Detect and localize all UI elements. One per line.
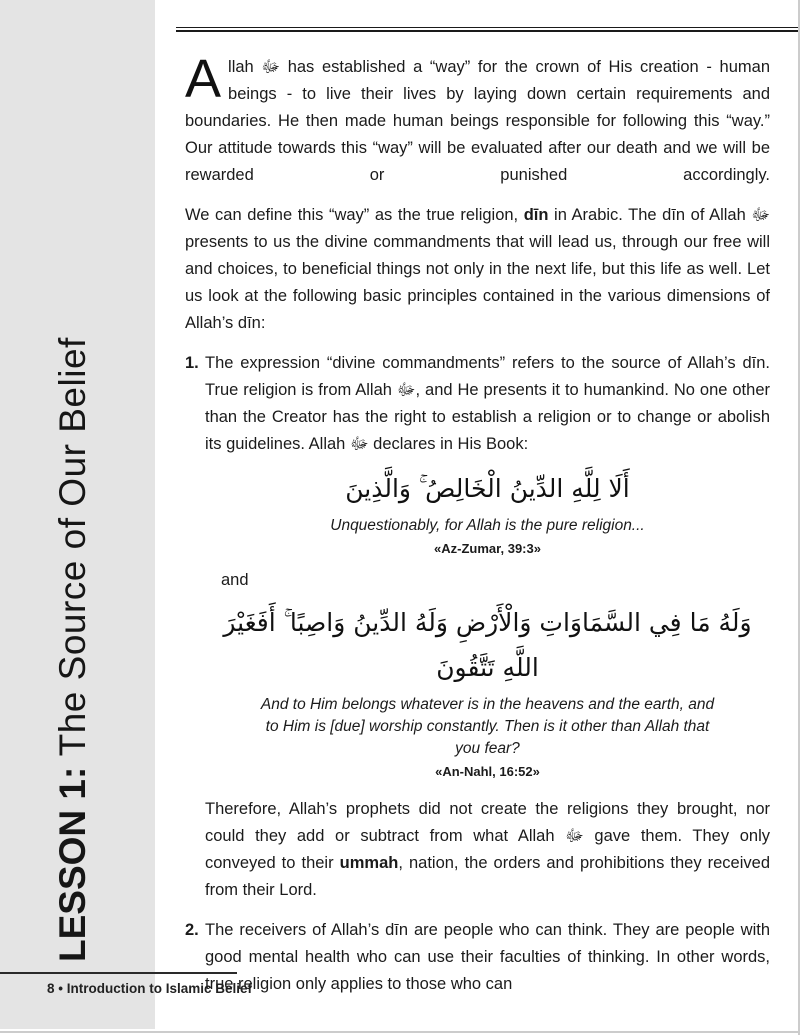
verse-reference-2: «An-Nahl, 16:52» bbox=[435, 764, 540, 779]
rule-thin bbox=[176, 27, 800, 28]
paragraph-intro bbox=[185, 49, 770, 189]
connector-and: and bbox=[221, 571, 249, 589]
page-footer: 8 • Introduction to Islamic Belief bbox=[47, 981, 253, 996]
quran-quote-2 bbox=[205, 600, 770, 782]
verse-reference-1: «Az-Zumar, 39:3» bbox=[434, 541, 541, 556]
arabic-verse-1: أَلَا لِلَّهِ الدِّينُ الْخَالِصُ ۚ وَالَّذِينَ bbox=[345, 474, 630, 503]
lesson-title-vertical bbox=[50, 337, 96, 962]
text-run: We can define this “way” as the true religion, bbox=[185, 206, 524, 224]
paragraph-din bbox=[185, 202, 770, 337]
verse-translation-1: Unquestionably, for Allah is the pure religion... bbox=[330, 517, 645, 534]
list-item-1-text: The expression “divine commandments” refers to the source of Allah’s dīn. True religion is from Allah ﷻ, and He presents it to humankind. No one other than the Creator has the right to establish a religion or to change or abolish its guidelines. Allah ﷻ declares in His Book: bbox=[205, 354, 770, 453]
list-item-1 bbox=[185, 350, 770, 904]
paragraph-intro-text: llah ﷻ has established a “way” for the crown of His creation - human beings - to live their lives by laying down certain requirements and boundaries. He then made human beings responsible for following this “way.” Our attitude towards this “way” will be evaluated after our death and we will be rewarded or punished accordingly. bbox=[185, 58, 770, 184]
arabic-verse-2: وَلَهُ مَا فِي السَّمَاوَاتِ وَالْأَرْضِ وَلَهُ الدِّينُ وَاصِبًا ۚ أَفَغَيْرَ اللَّهِ تَتَّقُونَ bbox=[223, 608, 752, 682]
list-item-2-body bbox=[205, 917, 770, 998]
list-item-2 bbox=[185, 917, 770, 998]
page-body bbox=[185, 49, 771, 998]
text-run: , nation, the orders and prohibitions they received from their Lord. bbox=[205, 854, 771, 899]
dropcap-letter: A bbox=[185, 49, 222, 109]
text-run: Therefore, Allah’s prophets did not create the religions they brought, nor could they add or subtract from what Allah ﷻ gave them. They only conveyed to their bbox=[205, 800, 770, 872]
text-run: in Arabic. The dīn of Allah ﷻ presents to us the divine commandments that will lead us, through our free will and choices, to beneficial things not only in the next life, but this life as well. Let us look at the following basic principles contained in the various dimensions of Allah’s dīn: bbox=[185, 206, 770, 332]
lesson-title-label: The Source of Our Belief bbox=[52, 337, 93, 757]
text-run-bold-din: dīn bbox=[523, 206, 549, 224]
text-run-bold-ummah: ummah bbox=[339, 854, 399, 872]
top-double-rule bbox=[176, 27, 800, 32]
paragraph-therefore bbox=[205, 796, 770, 904]
list-number: 2. bbox=[185, 921, 199, 939]
verse-translation-2: And to Him belongs whatever is in the heavens and the earth, and to Him is [due] worship constantly. Then is it other than Allah that you fear? bbox=[260, 696, 715, 757]
lesson-sidebar bbox=[0, 0, 155, 1029]
footer-rule bbox=[0, 972, 237, 974]
lesson-number-label: LESSON 1: bbox=[52, 766, 93, 962]
quran-quote-1 bbox=[205, 466, 770, 559]
rule-thick bbox=[176, 30, 800, 32]
page-border-bottom bbox=[0, 1031, 800, 1033]
list-item-1-body bbox=[205, 350, 770, 904]
list-number: 1. bbox=[185, 354, 199, 372]
list-item-2-text: The receivers of Allah’s dīn are people who can think. They are people with good mental health who can use their faculties of thinking. In other words, true religion only applies to those who can bbox=[205, 921, 770, 993]
